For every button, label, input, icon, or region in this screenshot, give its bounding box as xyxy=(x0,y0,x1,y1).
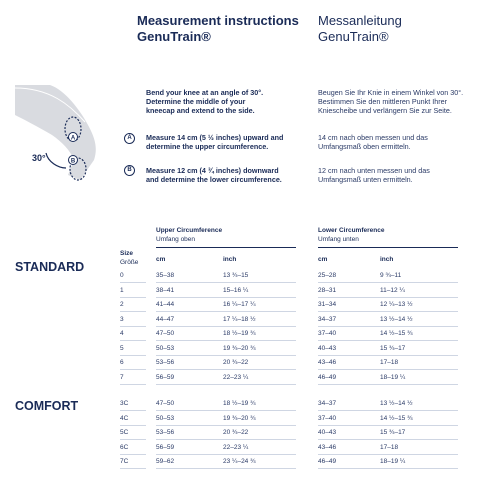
upper-cm-header: cm xyxy=(156,256,166,263)
row-divider xyxy=(156,282,296,283)
size-cell: 3 xyxy=(120,315,124,323)
step-a-de-line: 14 cm nach oben messen und das xyxy=(318,133,428,142)
row-divider xyxy=(156,454,296,455)
angle-label: 30° xyxy=(32,153,46,163)
step-b-en-line: Measure 12 cm (4 ¾ inches) downward xyxy=(146,166,279,175)
title-de xyxy=(318,13,402,45)
lower-inch-cell: 14 ½–15 ¾ xyxy=(380,414,413,422)
step-b-en-line: and determine the lower circumference. xyxy=(146,175,282,184)
upper-inch-cell: 13 ¾–15 xyxy=(223,272,249,279)
knee-illustration xyxy=(10,80,120,185)
lower-inch-cell: 11–12 ¼ xyxy=(380,286,405,294)
marker-a-text: A xyxy=(70,135,76,142)
angle-arc xyxy=(46,153,66,168)
step-a-de-line: Umfangsmaß oben ermitteln. xyxy=(318,142,411,151)
upper-cm-cell: 56–59 xyxy=(156,443,175,451)
upper-cm-cell: 38–41 xyxy=(156,286,175,294)
size-cell: 4C xyxy=(120,414,129,422)
upper-cm-cell: 56–59 xyxy=(156,373,175,381)
size-header: Size xyxy=(120,250,134,257)
row-divider xyxy=(156,311,296,312)
upper-cm-cell: 50–53 xyxy=(156,414,175,422)
row-divider xyxy=(156,326,296,327)
upper-header-rule xyxy=(156,247,296,248)
marker-b-text: B xyxy=(70,158,76,165)
row-divider xyxy=(318,369,458,370)
upper-cm-cell: 47–50 xyxy=(156,400,175,407)
row-divider xyxy=(156,369,296,370)
row-divider xyxy=(120,355,146,356)
size-cell: 1 xyxy=(120,286,124,294)
row-divider xyxy=(120,410,146,411)
leg-shape xyxy=(15,85,96,180)
upper-inch-cell: 18 ½–19 ¾ xyxy=(223,330,256,337)
lower-inch-cell: 13 ½–14 ½ xyxy=(380,400,413,407)
step-b-en xyxy=(146,166,282,184)
upper-inch-cell: 22–23 ¼ xyxy=(223,373,249,381)
row-divider xyxy=(318,340,458,341)
step-b-de-line: Umfangsmaß unten ermitteln. xyxy=(318,175,413,184)
size-cell: 7C xyxy=(120,458,129,465)
title-de-line2: GenuTrain® xyxy=(318,29,389,44)
lower-cm-cell: 43–46 xyxy=(318,443,337,451)
lower-cm-cell: 46–49 xyxy=(318,458,337,465)
upper-cm-cell: 47–50 xyxy=(156,330,175,337)
lower-cm-cell: 34–37 xyxy=(318,315,337,323)
row-divider xyxy=(156,340,296,341)
row-divider xyxy=(156,439,296,440)
upper-inch-cell: 16 ¼–17 ¼ xyxy=(223,301,256,308)
row-divider xyxy=(120,369,146,370)
lower-cm-cell: 31–34 xyxy=(318,301,337,308)
step-b-de-line: 12 cm nach unten messen und das xyxy=(318,166,430,175)
row-divider xyxy=(120,439,146,440)
row-divider xyxy=(318,311,458,312)
row-divider xyxy=(120,297,146,298)
lower-inch-cell: 18–19 ¼ xyxy=(380,373,406,381)
upper-cm-cell: 59–62 xyxy=(156,458,175,465)
row-divider xyxy=(120,340,146,341)
lower-inch-cell: 15 ¾–17 xyxy=(380,344,406,352)
lower-circumference-title: Lower Circumference xyxy=(318,227,385,234)
row-divider xyxy=(120,282,146,283)
lower-cm-cell: 40–43 xyxy=(318,344,337,352)
upper-inch-cell: 19 ¾–20 ¾ xyxy=(223,414,256,422)
upper-inch-header: inch xyxy=(223,256,237,263)
size-cell: 3C xyxy=(120,400,129,407)
size-sub-header: Größe xyxy=(120,259,139,266)
lower-inch-cell: 18–19 ¼ xyxy=(380,458,406,465)
intro-en-line: kneecap and extend to the side. xyxy=(146,106,255,115)
upper-inch-cell: 15–16 ¼ xyxy=(223,286,249,294)
lower-inch-cell: 17–18 xyxy=(380,359,399,366)
title-en-line1: Measurement instructions xyxy=(137,13,299,28)
upper-inch-cell: 18 ½–19 ¾ xyxy=(223,400,256,407)
upper-inch-cell: 22–23 ¼ xyxy=(223,443,249,451)
lower-circumference-sub: Umfang unten xyxy=(318,236,359,243)
upper-cm-cell: 53–56 xyxy=(156,429,175,436)
row-divider xyxy=(120,326,146,327)
size-cell: 6C xyxy=(120,443,129,451)
step-a-en-line: Measure 14 cm (5 ½ inches) upward and xyxy=(146,133,284,142)
lower-cm-cell: 43–46 xyxy=(318,359,337,366)
row-divider xyxy=(318,468,458,469)
lower-inch-cell: 12 ¼–13 ½ xyxy=(380,301,413,308)
lower-inch-cell: 13 ½–14 ½ xyxy=(380,315,413,323)
size-cell: 2 xyxy=(120,301,124,308)
lower-cm-cell: 25–28 xyxy=(318,272,337,279)
row-divider xyxy=(120,468,146,469)
step-b-de xyxy=(318,166,430,184)
lower-cm-cell: 37–40 xyxy=(318,330,337,337)
row-divider xyxy=(120,425,146,426)
lower-inch-header: inch xyxy=(380,256,394,263)
lower-cm-cell: 46–49 xyxy=(318,373,337,381)
upper-cm-cell: 41–44 xyxy=(156,301,175,308)
size-cell: 6 xyxy=(120,359,124,366)
intro-de xyxy=(318,88,463,115)
row-divider xyxy=(156,425,296,426)
row-divider xyxy=(120,311,146,312)
intro-de-line: Beugen Sie Ihr Knie in einem Winkel von 30°. xyxy=(318,88,464,97)
intro-en-line: Bend your knee at an angle of 30°. xyxy=(146,88,264,97)
row-divider xyxy=(318,355,458,356)
row-divider xyxy=(318,410,458,411)
lower-cm-cell: 34–37 xyxy=(318,400,337,407)
size-cell: 5C xyxy=(120,429,129,436)
lower-inch-cell: 17–18 xyxy=(380,443,399,451)
size-cell: 5 xyxy=(120,344,124,352)
upper-cm-cell: 53–56 xyxy=(156,359,175,366)
upper-circumference-sub: Umfang oben xyxy=(156,236,196,243)
row-divider xyxy=(156,468,296,469)
lower-cm-cell: 37–40 xyxy=(318,414,337,422)
row-divider xyxy=(120,384,146,385)
row-divider xyxy=(318,384,458,385)
intro-en-line: Determine the middle of your xyxy=(146,97,246,106)
size-cell: 4 xyxy=(120,330,124,337)
row-divider xyxy=(318,297,458,298)
upper-inch-cell: 19 ¾–20 ¾ xyxy=(223,344,256,352)
intro-de-line: Kniescheibe und verlängern Sie zur Seite. xyxy=(318,106,452,115)
title-en-line2: GenuTrain® xyxy=(137,29,211,44)
badge-a: A xyxy=(124,133,135,144)
upper-inch-cell: 17 ¼–18 ½ xyxy=(223,315,256,323)
lower-cm-cell: 28–31 xyxy=(318,286,337,294)
lower-inch-cell: 15 ¾–17 xyxy=(380,429,406,436)
step-a-en xyxy=(146,133,283,151)
lower-inch-cell: 14 ½–15 ¾ xyxy=(380,330,413,337)
lower-header-rule xyxy=(318,247,458,248)
row-divider xyxy=(120,454,146,455)
row-divider xyxy=(156,355,296,356)
comfort-label: COMFORT xyxy=(15,399,79,413)
intro-de-line: Bestimmen Sie den mittleren Punkt Ihrer xyxy=(318,97,448,106)
badge-b: B xyxy=(124,165,135,176)
row-divider xyxy=(318,454,458,455)
row-divider xyxy=(156,297,296,298)
lower-inch-cell: 9 ¾–11 xyxy=(380,272,402,279)
upper-cm-cell: 44–47 xyxy=(156,315,175,323)
title-de-line1: Messanleitung xyxy=(318,13,402,28)
lower-cm-cell: 40–43 xyxy=(318,429,337,436)
upper-inch-cell: 20 ¾–22 xyxy=(223,429,249,436)
upper-inch-cell: 23 ¼–24 ¾ xyxy=(223,458,256,465)
row-divider xyxy=(156,410,296,411)
upper-cm-cell: 35–38 xyxy=(156,272,175,279)
size-cell: 0 xyxy=(120,272,124,279)
row-divider xyxy=(318,439,458,440)
step-a-de xyxy=(318,133,428,151)
row-divider xyxy=(318,425,458,426)
upper-cm-cell: 50–53 xyxy=(156,344,175,352)
upper-inch-cell: 20 ¾–22 xyxy=(223,359,249,366)
row-divider xyxy=(156,384,296,385)
step-a-en-line: determine the upper circumference. xyxy=(146,142,269,151)
lower-cm-header: cm xyxy=(318,256,328,263)
standard-label: STANDARD xyxy=(15,260,85,274)
size-cell: 7 xyxy=(120,373,124,381)
row-divider xyxy=(318,282,458,283)
upper-circumference-title: Upper Circumference xyxy=(156,227,223,234)
intro-en xyxy=(146,88,263,115)
title-en xyxy=(137,13,299,45)
row-divider xyxy=(318,326,458,327)
